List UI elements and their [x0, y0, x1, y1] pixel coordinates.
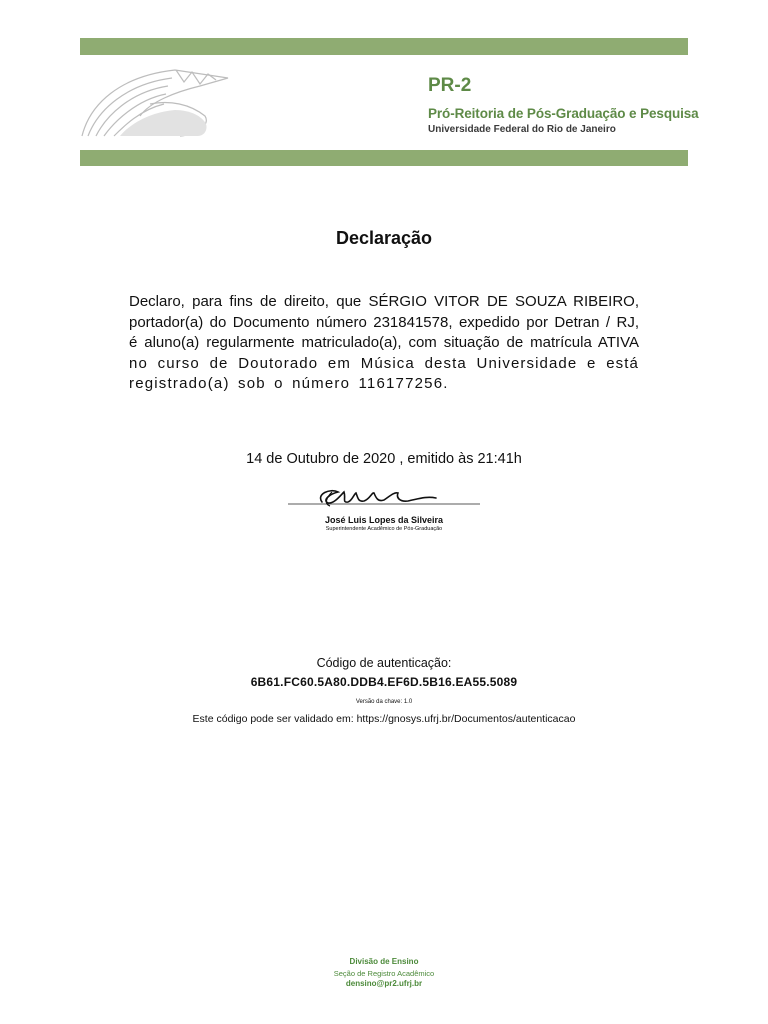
header-top-band — [80, 38, 688, 55]
document-title: Declaração — [335, 228, 433, 248]
body-line: é aluno(a) regularmente matriculado(a), com situação de matrícula ATIVA — [129, 334, 639, 351]
header-bottom-band — [80, 150, 688, 166]
signer-role: Superintendente Acadêmico de Pós-Graduação — [325, 526, 443, 532]
authentication-label: Código de autenticação: — [316, 656, 452, 670]
key-version: Versão da chave: 1.0 — [355, 699, 413, 705]
body-line: portador(a) do Documento número 231841578, expedido por Detran / RJ, — [129, 313, 639, 331]
authentication-code: 6B61.FC60.5A80.DDB4.EF6D.5B16.EA55.5089 — [250, 675, 518, 689]
body-line: Declaro, para fins de direito, que SÉRGIO VITOR DE SOUZA RIBEIRO, — [129, 293, 639, 310]
footer-email: densino@pr2.ufrj.br — [345, 979, 423, 988]
declaration-body — [129, 292, 639, 395]
footer-section: Seção de Registro Acadêmico — [333, 969, 435, 978]
issue-date: 14 de Outubro de 2020 , emitido às 21:41h — [246, 451, 522, 467]
validation-url: Este código pode ser validado em: https://gnosys.ufrj.br/Documentos/autenticacao — [192, 713, 576, 725]
body-line: no curso de Doutorado em Música desta Universidade e está — [129, 354, 639, 372]
footer-division: Divisão de Ensino — [349, 957, 419, 966]
university-name: Universidade Federal do Rio de Janeiro — [428, 124, 616, 135]
signer-name: José Luis Lopes da Silveira — [324, 515, 444, 525]
body-line: registrado(a) sob o número 116177256. — [129, 375, 449, 392]
unit-code: PR-2 — [428, 75, 472, 96]
unit-name: Pró-Reitoria de Pós-Graduação e Pesquisa — [428, 106, 699, 121]
minerva-crest-logo-icon — [80, 64, 230, 138]
